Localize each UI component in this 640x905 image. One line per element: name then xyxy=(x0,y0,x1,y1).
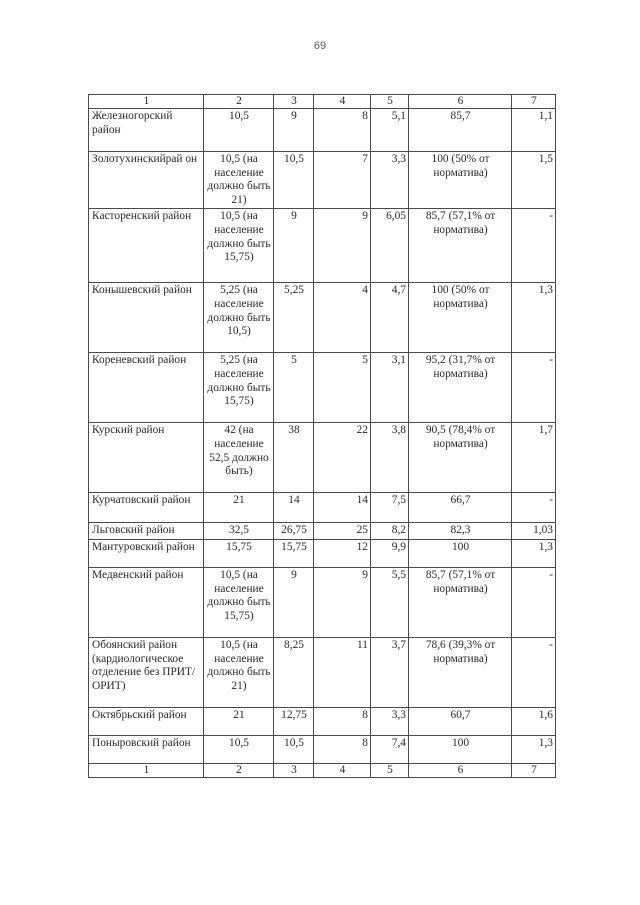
table-cell: 66,7 xyxy=(409,493,512,523)
table-cell: 1,6 xyxy=(512,707,556,735)
table-cell: 15,75 xyxy=(274,539,314,567)
table-cell: 100 xyxy=(409,539,512,567)
table-cell: - xyxy=(512,209,556,283)
table-cell: 14 xyxy=(314,493,371,523)
table-cell: 7 xyxy=(314,152,371,209)
table-cell: 90,5 (78,4% от норматива) xyxy=(409,423,512,493)
table-cell: 11 xyxy=(314,637,371,707)
table-cell: 12,75 xyxy=(274,707,314,735)
header-cell: 3 xyxy=(274,95,314,109)
table-cell: 25 xyxy=(314,523,371,540)
table-row xyxy=(89,109,556,152)
table-cell: 3,1 xyxy=(371,353,409,423)
district-name-cell: Касторенский район xyxy=(89,209,204,283)
table-cell: 10,5 xyxy=(204,109,274,152)
table-cell: 10,5 xyxy=(274,735,314,763)
page-number: 69 xyxy=(313,40,327,52)
table-cell: 8 xyxy=(314,109,371,152)
table-row xyxy=(89,423,556,493)
table-cell: 5,5 xyxy=(371,567,409,637)
table-cell: 10,5 (на население должно быть 15,75) xyxy=(204,209,274,283)
table-cell: 5 xyxy=(314,353,371,423)
district-name-cell: Поныровский район xyxy=(89,735,204,763)
table-cell: 9,9 xyxy=(371,539,409,567)
footer-cell: 2 xyxy=(204,763,274,777)
table-cell: 1,1 xyxy=(512,109,556,152)
footer-row xyxy=(89,763,556,777)
header-cell: 2 xyxy=(204,95,274,109)
table-cell: 85,7 xyxy=(409,109,512,152)
table-cell: 21 xyxy=(204,707,274,735)
table-cell: 8,25 xyxy=(274,637,314,707)
header-cell: 4 xyxy=(314,95,371,109)
table-cell: 3,8 xyxy=(371,423,409,493)
table-cell: 7,4 xyxy=(371,735,409,763)
footer-cell: 1 xyxy=(89,763,204,777)
table-cell: 9 xyxy=(314,567,371,637)
table-cell: 42 (на население 52,5 должно быть) xyxy=(204,423,274,493)
table-cell: 14 xyxy=(274,493,314,523)
footer-cell: 6 xyxy=(409,763,512,777)
table-row xyxy=(89,209,556,283)
header-cell: 1 xyxy=(89,95,204,109)
table-row xyxy=(89,283,556,353)
table-cell: 9 xyxy=(314,209,371,283)
table-cell: 1,7 xyxy=(512,423,556,493)
header-cell: 5 xyxy=(371,95,409,109)
table-cell: 100 (50% от норматива) xyxy=(409,152,512,209)
table-cell: - xyxy=(512,493,556,523)
district-name-cell: Мантуровский район xyxy=(89,539,204,567)
table-cell: 1,3 xyxy=(512,735,556,763)
table-cell: 5,25 xyxy=(274,283,314,353)
table-row xyxy=(89,353,556,423)
table-cell: 5 xyxy=(274,353,314,423)
district-name-cell: Медвенский район xyxy=(89,567,204,637)
district-name-cell: Октябрьский район xyxy=(89,707,204,735)
table-cell: 38 xyxy=(274,423,314,493)
table-cell: 12 xyxy=(314,539,371,567)
data-table xyxy=(88,94,556,778)
table-cell: 22 xyxy=(314,423,371,493)
table-cell: 8,2 xyxy=(371,523,409,540)
district-name-cell: Обоянский район (кардиологическое отделение без ПРИТ/ОРИТ) xyxy=(89,637,204,707)
table-cell: 10,5 xyxy=(274,152,314,209)
table-row xyxy=(89,707,556,735)
table-row xyxy=(89,567,556,637)
table-cell: - xyxy=(512,353,556,423)
table-row xyxy=(89,523,556,540)
table-cell: 32,5 xyxy=(204,523,274,540)
district-name-cell: Курский район xyxy=(89,423,204,493)
district-name-cell: Золотухинскийрай он xyxy=(89,152,204,209)
table-cell: 7,5 xyxy=(371,493,409,523)
table-cell: 5,25 (на население должно быть 10,5) xyxy=(204,283,274,353)
table-cell: 85,7 (57,1% от норматива) xyxy=(409,567,512,637)
footer-cell: 3 xyxy=(274,763,314,777)
header-row xyxy=(89,95,556,109)
table-cell: 1,5 xyxy=(512,152,556,209)
footer-cell: 4 xyxy=(314,763,371,777)
table-cell: 8 xyxy=(314,735,371,763)
district-name-cell: Конышевский район xyxy=(89,283,204,353)
table-cell: 9 xyxy=(274,209,314,283)
table-cell: 9 xyxy=(274,567,314,637)
table-cell: 3,7 xyxy=(371,637,409,707)
table-cell: 95,2 (31,7% от норматива) xyxy=(409,353,512,423)
table-cell: 6,05 xyxy=(371,209,409,283)
table-cell: 4 xyxy=(314,283,371,353)
table-cell: 78,6 (39,3% от норматива) xyxy=(409,637,512,707)
table-row xyxy=(89,493,556,523)
table-row xyxy=(89,539,556,567)
table-cell: 15,75 xyxy=(204,539,274,567)
table-cell: 85,7 (57,1% от норматива) xyxy=(409,209,512,283)
table-cell: 10,5 (на население должно быть 21) xyxy=(204,637,274,707)
footer-cell: 7 xyxy=(512,763,556,777)
district-name-cell: Льговский район xyxy=(89,523,204,540)
table-cell: 4,7 xyxy=(371,283,409,353)
table-cell: 5,1 xyxy=(371,109,409,152)
table-cell: 5,25 (на население должно быть 15,75) xyxy=(204,353,274,423)
district-name-cell: Кореневский район xyxy=(89,353,204,423)
header-cell: 6 xyxy=(409,95,512,109)
table-cell: 9 xyxy=(274,109,314,152)
table-cell: 3,3 xyxy=(371,707,409,735)
table-cell: 1,03 xyxy=(512,523,556,540)
footer-cell: 5 xyxy=(371,763,409,777)
table-cell: 82,3 xyxy=(409,523,512,540)
table-cell: 10,5 (на население должно быть 21) xyxy=(204,152,274,209)
table-cell: 10,5 (на население должно быть 15,75) xyxy=(204,567,274,637)
table-cell: 60,7 xyxy=(409,707,512,735)
header-cell: 7 xyxy=(512,95,556,109)
table-cell: 3,3 xyxy=(371,152,409,209)
table-cell: 10,5 xyxy=(204,735,274,763)
table-cell: 1,3 xyxy=(512,539,556,567)
table-cell: 26,75 xyxy=(274,523,314,540)
table-cell: - xyxy=(512,567,556,637)
table-cell: 1,3 xyxy=(512,283,556,353)
table-row xyxy=(89,152,556,209)
table-cell: 8 xyxy=(314,707,371,735)
table-cell: 100 xyxy=(409,735,512,763)
table-row xyxy=(89,637,556,707)
table-cell: 21 xyxy=(204,493,274,523)
district-name-cell: Железногорский район xyxy=(89,109,204,152)
table-cell: 100 (50% от норматива) xyxy=(409,283,512,353)
table-cell: - xyxy=(512,637,556,707)
table-row xyxy=(89,735,556,763)
district-name-cell: Курчатовский район xyxy=(89,493,204,523)
